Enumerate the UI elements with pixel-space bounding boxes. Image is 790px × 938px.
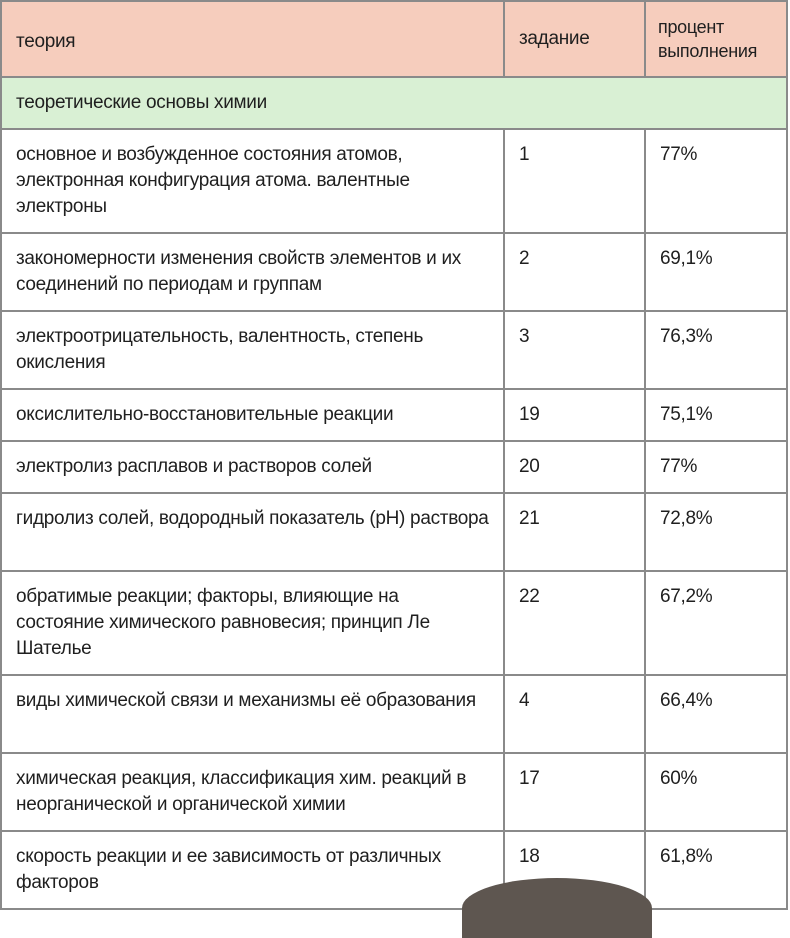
topic-cell: закономерности изменения свойств элементов и их соединений по периодам и группам [1,233,504,311]
task-cell: 20 [504,441,645,493]
task-cell: 17 [504,753,645,831]
topic-cell: основное и возбужденное состояния атомов, электронная конфигурация атома. валентные электроны [1,129,504,233]
table-row [1,493,787,571]
percent-cell: 72,8% [645,493,787,571]
table-row [1,311,787,389]
section-row [1,77,787,129]
task-cell: 2 [504,233,645,311]
task-cell: 18 [504,831,645,909]
topic-cell: электролиз расплавов и растворов солей [1,441,504,493]
percent-cell: 77% [645,441,787,493]
table-row [1,129,787,233]
task-cell: 21 [504,493,645,571]
topic-cell: гидролиз солей, водородный показатель (pH) раствора [1,493,504,571]
table-row [1,753,787,831]
header-theory: теория [1,1,504,77]
percent-cell: 67,2% [645,571,787,675]
section-title: теоретические основы химии [1,77,787,129]
task-cell: 1 [504,129,645,233]
topic-cell: оксислительно-восстановительные реакции [1,389,504,441]
percent-cell: 69,1% [645,233,787,311]
table-row [1,675,787,753]
cat-photo-decoration [462,878,652,938]
percent-cell: 61,8% [645,831,787,909]
table-row [1,831,787,909]
topic-cell: виды химической связи и механизмы её образования [1,675,504,753]
percent-cell: 77% [645,129,787,233]
topic-cell: скорость реакции и ее зависимость от различных факторов [1,831,504,909]
table-row [1,441,787,493]
header-task: задание [504,1,645,77]
task-cell: 22 [504,571,645,675]
header-percent: процент выполнения [645,1,787,77]
percent-cell: 76,3% [645,311,787,389]
table-row [1,233,787,311]
task-cell: 4 [504,675,645,753]
topic-cell: электроотрицательность, валентность, степень окисления [1,311,504,389]
percent-cell: 66,4% [645,675,787,753]
topic-cell: обратимые реакции; факторы, влияющие на состояние химического равновесия; принцип Ле Шателье [1,571,504,675]
table-row [1,571,787,675]
table-row [1,389,787,441]
task-cell: 19 [504,389,645,441]
task-cell: 3 [504,311,645,389]
percent-cell: 60% [645,753,787,831]
table-header-row [1,1,787,77]
percent-cell: 75,1% [645,389,787,441]
topic-cell: химическая реакция, классификация хим. реакций в неорганической и органической химии [1,753,504,831]
